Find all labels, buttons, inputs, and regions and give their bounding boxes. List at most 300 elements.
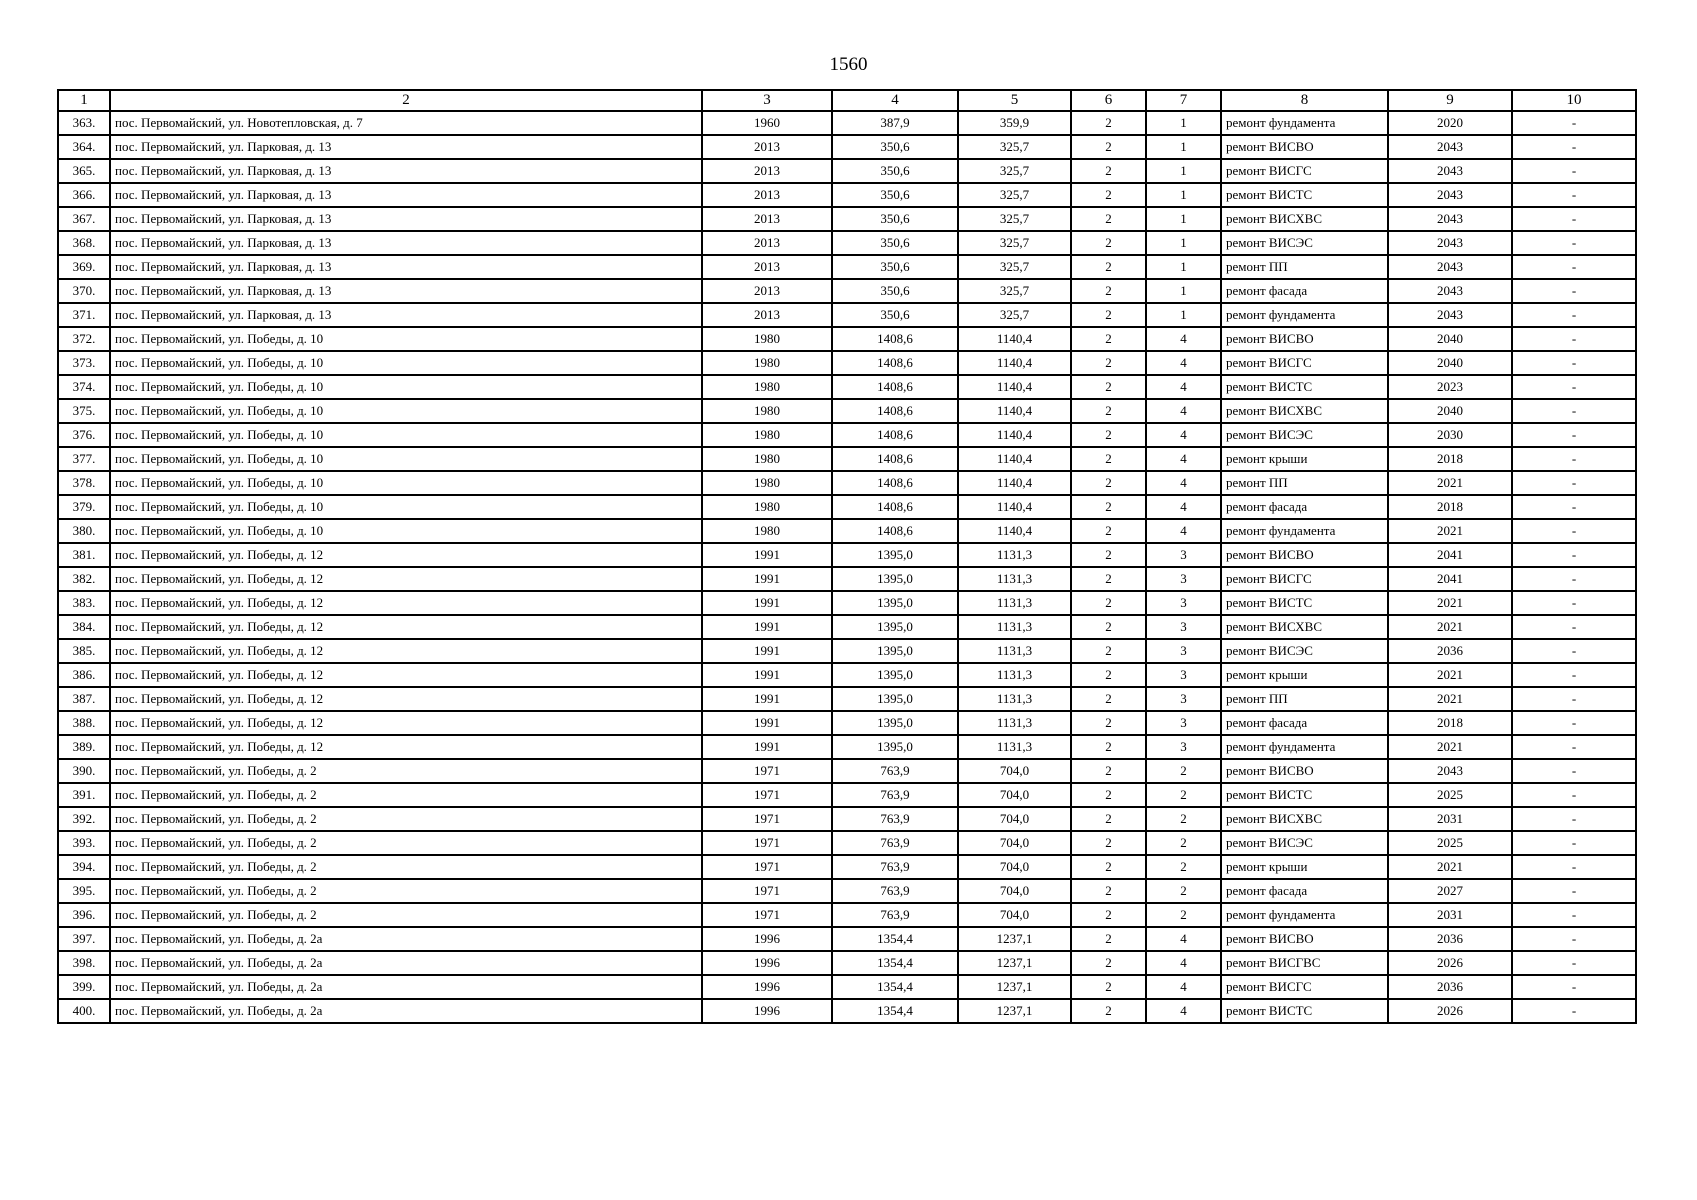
floors-cell: 2	[1071, 591, 1146, 615]
table-row	[58, 831, 1636, 855]
living-area-cell: 325,7	[958, 135, 1071, 159]
total-area-cell: 350,6	[832, 231, 958, 255]
note-cell: -	[1512, 135, 1636, 159]
planned-year-cell: 2036	[1388, 639, 1512, 663]
total-area-cell: 1408,6	[832, 423, 958, 447]
living-area-cell: 1131,3	[958, 663, 1071, 687]
living-area-cell: 325,7	[958, 207, 1071, 231]
year-cell: 1991	[702, 687, 832, 711]
entrances-cell: 3	[1146, 711, 1221, 735]
planned-year-cell: 2025	[1388, 783, 1512, 807]
entrances-cell: 4	[1146, 975, 1221, 999]
year-cell: 1980	[702, 375, 832, 399]
table-row	[58, 687, 1636, 711]
total-area-cell: 1395,0	[832, 543, 958, 567]
address-cell: пос. Первомайский, ул. Победы, д. 12	[110, 687, 702, 711]
address-cell: пос. Первомайский, ул. Парковая, д. 13	[110, 135, 702, 159]
planned-year-cell: 2040	[1388, 351, 1512, 375]
year-cell: 1980	[702, 471, 832, 495]
planned-year-cell: 2021	[1388, 519, 1512, 543]
year-cell: 1971	[702, 783, 832, 807]
year-cell: 2013	[702, 207, 832, 231]
entrances-cell: 4	[1146, 423, 1221, 447]
entrances-cell: 1	[1146, 111, 1221, 135]
note-cell: -	[1512, 183, 1636, 207]
note-cell: -	[1512, 687, 1636, 711]
note-cell: -	[1512, 207, 1636, 231]
work-type-cell: ремонт ВИСТС	[1221, 375, 1388, 399]
note-cell: -	[1512, 495, 1636, 519]
note-cell: -	[1512, 615, 1636, 639]
work-type-cell: ремонт ВИСХВС	[1221, 807, 1388, 831]
planned-year-cell: 2027	[1388, 879, 1512, 903]
row-number-cell: 395.	[58, 879, 110, 903]
address-cell: пос. Первомайский, ул. Победы, д. 2	[110, 783, 702, 807]
work-type-cell: ремонт ВИСЭС	[1221, 423, 1388, 447]
row-number-cell: 373.	[58, 351, 110, 375]
row-number-cell: 380.	[58, 519, 110, 543]
work-type-cell: ремонт фасада	[1221, 495, 1388, 519]
row-number-cell: 374.	[58, 375, 110, 399]
row-number-cell: 368.	[58, 231, 110, 255]
living-area-cell: 1131,3	[958, 591, 1071, 615]
table-row	[58, 447, 1636, 471]
entrances-cell: 1	[1146, 135, 1221, 159]
note-cell: -	[1512, 903, 1636, 927]
living-area-cell: 1131,3	[958, 615, 1071, 639]
work-type-cell: ремонт крыши	[1221, 447, 1388, 471]
total-area-cell: 350,6	[832, 255, 958, 279]
address-cell: пос. Первомайский, ул. Победы, д. 10	[110, 471, 702, 495]
address-cell: пос. Первомайский, ул. Победы, д. 12	[110, 663, 702, 687]
address-cell: пос. Первомайский, ул. Победы, д. 2	[110, 807, 702, 831]
year-cell: 2013	[702, 183, 832, 207]
planned-year-cell: 2021	[1388, 615, 1512, 639]
table-row	[58, 639, 1636, 663]
note-cell: -	[1512, 999, 1636, 1023]
total-area-cell: 1408,6	[832, 327, 958, 351]
living-area-cell: 1237,1	[958, 999, 1071, 1023]
floors-cell: 2	[1071, 807, 1146, 831]
row-number-cell: 372.	[58, 327, 110, 351]
floors-cell: 2	[1071, 855, 1146, 879]
entrances-cell: 2	[1146, 879, 1221, 903]
table-row	[58, 711, 1636, 735]
planned-year-cell: 2021	[1388, 663, 1512, 687]
note-cell: -	[1512, 255, 1636, 279]
entrances-cell: 3	[1146, 615, 1221, 639]
work-type-cell: ремонт ВИСВО	[1221, 543, 1388, 567]
note-cell: -	[1512, 927, 1636, 951]
work-type-cell: ремонт фасада	[1221, 279, 1388, 303]
work-type-cell: ремонт фундамента	[1221, 303, 1388, 327]
note-cell: -	[1512, 111, 1636, 135]
note-cell: -	[1512, 399, 1636, 423]
note-cell: -	[1512, 711, 1636, 735]
floors-cell: 2	[1071, 999, 1146, 1023]
column-header: 2	[110, 90, 702, 111]
planned-year-cell: 2043	[1388, 759, 1512, 783]
year-cell: 1996	[702, 975, 832, 999]
living-area-cell: 1131,3	[958, 639, 1071, 663]
floors-cell: 2	[1071, 735, 1146, 759]
planned-year-cell: 2036	[1388, 927, 1512, 951]
column-header: 6	[1071, 90, 1146, 111]
address-cell: пос. Первомайский, ул. Победы, д. 10	[110, 399, 702, 423]
row-number-cell: 397.	[58, 927, 110, 951]
living-area-cell: 704,0	[958, 759, 1071, 783]
address-cell: пос. Первомайский, ул. Победы, д. 12	[110, 567, 702, 591]
planned-year-cell: 2023	[1388, 375, 1512, 399]
row-number-cell: 385.	[58, 639, 110, 663]
year-cell: 1980	[702, 327, 832, 351]
note-cell: -	[1512, 975, 1636, 999]
total-area-cell: 1408,6	[832, 351, 958, 375]
planned-year-cell: 2041	[1388, 567, 1512, 591]
living-area-cell: 325,7	[958, 255, 1071, 279]
note-cell: -	[1512, 279, 1636, 303]
total-area-cell: 1395,0	[832, 567, 958, 591]
work-type-cell: ремонт крыши	[1221, 855, 1388, 879]
entrances-cell: 3	[1146, 639, 1221, 663]
total-area-cell: 1395,0	[832, 591, 958, 615]
address-cell: пос. Первомайский, ул. Победы, д. 2	[110, 759, 702, 783]
address-cell: пос. Первомайский, ул. Победы, д. 12	[110, 639, 702, 663]
note-cell: -	[1512, 519, 1636, 543]
year-cell: 2013	[702, 255, 832, 279]
table-row	[58, 375, 1636, 399]
living-area-cell: 1140,4	[958, 471, 1071, 495]
address-cell: пос. Первомайский, ул. Победы, д. 2а	[110, 975, 702, 999]
work-type-cell: ремонт ВИСГС	[1221, 351, 1388, 375]
table-body	[58, 111, 1636, 1023]
planned-year-cell: 2018	[1388, 447, 1512, 471]
note-cell: -	[1512, 543, 1636, 567]
row-number-cell: 377.	[58, 447, 110, 471]
floors-cell: 2	[1071, 687, 1146, 711]
floors-cell: 2	[1071, 951, 1146, 975]
work-type-cell: ремонт фундамента	[1221, 903, 1388, 927]
floors-cell: 2	[1071, 759, 1146, 783]
living-area-cell: 704,0	[958, 879, 1071, 903]
floors-cell: 2	[1071, 615, 1146, 639]
living-area-cell: 1237,1	[958, 975, 1071, 999]
total-area-cell: 1395,0	[832, 711, 958, 735]
table-row	[58, 111, 1636, 135]
year-cell: 1980	[702, 447, 832, 471]
floors-cell: 2	[1071, 639, 1146, 663]
living-area-cell: 704,0	[958, 903, 1071, 927]
row-number-cell: 367.	[58, 207, 110, 231]
floors-cell: 2	[1071, 663, 1146, 687]
row-number-cell: 390.	[58, 759, 110, 783]
year-cell: 1980	[702, 351, 832, 375]
work-type-cell: ремонт ВИСХВС	[1221, 207, 1388, 231]
entrances-cell: 3	[1146, 687, 1221, 711]
table-row	[58, 903, 1636, 927]
year-cell: 1980	[702, 519, 832, 543]
address-cell: пос. Первомайский, ул. Победы, д. 2а	[110, 927, 702, 951]
address-cell: пос. Первомайский, ул. Победы, д. 2	[110, 831, 702, 855]
planned-year-cell: 2020	[1388, 111, 1512, 135]
row-number-cell: 400.	[58, 999, 110, 1023]
floors-cell: 2	[1071, 135, 1146, 159]
table-row	[58, 303, 1636, 327]
planned-year-cell: 2040	[1388, 399, 1512, 423]
total-area-cell: 1395,0	[832, 615, 958, 639]
year-cell: 1971	[702, 879, 832, 903]
year-cell: 1991	[702, 735, 832, 759]
address-cell: пос. Первомайский, ул. Победы, д. 12	[110, 591, 702, 615]
note-cell: -	[1512, 879, 1636, 903]
table-row	[58, 999, 1636, 1023]
address-cell: пос. Первомайский, ул. Победы, д. 10	[110, 519, 702, 543]
address-cell: пос. Первомайский, ул. Победы, д. 10	[110, 327, 702, 351]
living-area-cell: 325,7	[958, 183, 1071, 207]
planned-year-cell: 2043	[1388, 279, 1512, 303]
total-area-cell: 1408,6	[832, 399, 958, 423]
year-cell: 2013	[702, 135, 832, 159]
living-area-cell: 1131,3	[958, 543, 1071, 567]
floors-cell: 2	[1071, 519, 1146, 543]
address-cell: пос. Первомайский, ул. Победы, д. 12	[110, 711, 702, 735]
work-type-cell: ремонт ВИСТС	[1221, 783, 1388, 807]
table-row	[58, 951, 1636, 975]
living-area-cell: 1140,4	[958, 423, 1071, 447]
entrances-cell: 3	[1146, 543, 1221, 567]
note-cell: -	[1512, 327, 1636, 351]
table-row	[58, 759, 1636, 783]
row-number-cell: 393.	[58, 831, 110, 855]
living-area-cell: 359,9	[958, 111, 1071, 135]
table-row	[58, 591, 1636, 615]
table-row	[58, 783, 1636, 807]
table-row	[58, 255, 1636, 279]
work-type-cell: ремонт ВИСТС	[1221, 999, 1388, 1023]
entrances-cell: 3	[1146, 567, 1221, 591]
year-cell: 1971	[702, 831, 832, 855]
total-area-cell: 763,9	[832, 807, 958, 831]
note-cell: -	[1512, 831, 1636, 855]
year-cell: 1980	[702, 399, 832, 423]
total-area-cell: 1395,0	[832, 663, 958, 687]
planned-year-cell: 2018	[1388, 711, 1512, 735]
planned-year-cell: 2043	[1388, 231, 1512, 255]
note-cell: -	[1512, 855, 1636, 879]
work-type-cell: ремонт ВИСВО	[1221, 327, 1388, 351]
floors-cell: 2	[1071, 351, 1146, 375]
work-type-cell: ремонт ПП	[1221, 687, 1388, 711]
total-area-cell: 350,6	[832, 135, 958, 159]
column-header: 9	[1388, 90, 1512, 111]
planned-year-cell: 2043	[1388, 255, 1512, 279]
table-row	[58, 351, 1636, 375]
column-header: 3	[702, 90, 832, 111]
work-type-cell: ремонт ВИСЭС	[1221, 231, 1388, 255]
table-row	[58, 879, 1636, 903]
row-number-cell: 376.	[58, 423, 110, 447]
work-type-cell: ремонт ВИСТС	[1221, 591, 1388, 615]
entrances-cell: 1	[1146, 279, 1221, 303]
entrances-cell: 4	[1146, 327, 1221, 351]
planned-year-cell: 2043	[1388, 183, 1512, 207]
address-cell: пос. Первомайский, ул. Парковая, д. 13	[110, 207, 702, 231]
living-area-cell: 1140,4	[958, 447, 1071, 471]
living-area-cell: 1237,1	[958, 927, 1071, 951]
note-cell: -	[1512, 735, 1636, 759]
work-type-cell: ремонт ПП	[1221, 471, 1388, 495]
note-cell: -	[1512, 159, 1636, 183]
year-cell: 1971	[702, 807, 832, 831]
floors-cell: 2	[1071, 399, 1146, 423]
planned-year-cell: 2030	[1388, 423, 1512, 447]
work-type-cell: ремонт ВИСЭС	[1221, 639, 1388, 663]
table-row	[58, 735, 1636, 759]
floors-cell: 2	[1071, 255, 1146, 279]
floors-cell: 2	[1071, 783, 1146, 807]
row-number-cell: 381.	[58, 543, 110, 567]
year-cell: 1996	[702, 999, 832, 1023]
table-row	[58, 927, 1636, 951]
row-number-cell: 369.	[58, 255, 110, 279]
planned-year-cell: 2036	[1388, 975, 1512, 999]
work-type-cell: ремонт ВИСХВС	[1221, 615, 1388, 639]
entrances-cell: 2	[1146, 783, 1221, 807]
table-row	[58, 975, 1636, 999]
total-area-cell: 1395,0	[832, 687, 958, 711]
work-type-cell: ремонт ВИСГС	[1221, 159, 1388, 183]
entrances-cell: 4	[1146, 375, 1221, 399]
year-cell: 1991	[702, 567, 832, 591]
table-row	[58, 519, 1636, 543]
row-number-cell: 365.	[58, 159, 110, 183]
floors-cell: 2	[1071, 927, 1146, 951]
entrances-cell: 4	[1146, 447, 1221, 471]
living-area-cell: 1140,4	[958, 351, 1071, 375]
total-area-cell: 1395,0	[832, 639, 958, 663]
living-area-cell: 704,0	[958, 831, 1071, 855]
address-cell: пос. Первомайский, ул. Победы, д. 2а	[110, 999, 702, 1023]
total-area-cell: 350,6	[832, 207, 958, 231]
entrances-cell: 4	[1146, 927, 1221, 951]
floors-cell: 2	[1071, 279, 1146, 303]
row-number-cell: 375.	[58, 399, 110, 423]
total-area-cell: 1354,4	[832, 999, 958, 1023]
work-type-cell: ремонт ПП	[1221, 255, 1388, 279]
note-cell: -	[1512, 591, 1636, 615]
table-row	[58, 663, 1636, 687]
year-cell: 1980	[702, 495, 832, 519]
work-type-cell: ремонт фундамента	[1221, 111, 1388, 135]
address-cell: пос. Первомайский, ул. Парковая, д. 13	[110, 303, 702, 327]
row-number-cell: 382.	[58, 567, 110, 591]
living-area-cell: 325,7	[958, 159, 1071, 183]
planned-year-cell: 2031	[1388, 807, 1512, 831]
address-cell: пос. Первомайский, ул. Парковая, д. 13	[110, 183, 702, 207]
note-cell: -	[1512, 423, 1636, 447]
planned-year-cell: 2025	[1388, 831, 1512, 855]
living-area-cell: 1131,3	[958, 711, 1071, 735]
table-row	[58, 423, 1636, 447]
work-type-cell: ремонт фасада	[1221, 879, 1388, 903]
row-number-cell: 392.	[58, 807, 110, 831]
row-number-cell: 387.	[58, 687, 110, 711]
table-row	[58, 159, 1636, 183]
planned-year-cell: 2043	[1388, 207, 1512, 231]
planned-year-cell: 2021	[1388, 855, 1512, 879]
floors-cell: 2	[1071, 207, 1146, 231]
row-number-cell: 398.	[58, 951, 110, 975]
living-area-cell: 1131,3	[958, 687, 1071, 711]
row-number-cell: 379.	[58, 495, 110, 519]
living-area-cell: 1140,4	[958, 375, 1071, 399]
total-area-cell: 763,9	[832, 831, 958, 855]
entrances-cell: 4	[1146, 495, 1221, 519]
floors-cell: 2	[1071, 423, 1146, 447]
entrances-cell: 1	[1146, 159, 1221, 183]
table-row	[58, 207, 1636, 231]
floors-cell: 2	[1071, 327, 1146, 351]
living-area-cell: 1140,4	[958, 495, 1071, 519]
table-row	[58, 135, 1636, 159]
year-cell: 1991	[702, 615, 832, 639]
note-cell: -	[1512, 783, 1636, 807]
total-area-cell: 350,6	[832, 303, 958, 327]
year-cell: 1960	[702, 111, 832, 135]
entrances-cell: 2	[1146, 855, 1221, 879]
total-area-cell: 1408,6	[832, 447, 958, 471]
table-row	[58, 231, 1636, 255]
table-row	[58, 399, 1636, 423]
total-area-cell: 1408,6	[832, 471, 958, 495]
column-header: 4	[832, 90, 958, 111]
column-header: 7	[1146, 90, 1221, 111]
table-row	[58, 495, 1636, 519]
row-number-cell: 363.	[58, 111, 110, 135]
note-cell: -	[1512, 951, 1636, 975]
floors-cell: 2	[1071, 111, 1146, 135]
living-area-cell: 325,7	[958, 303, 1071, 327]
page-number: 1560	[829, 54, 868, 75]
total-area-cell: 1354,4	[832, 951, 958, 975]
total-area-cell: 350,6	[832, 279, 958, 303]
year-cell: 1991	[702, 663, 832, 687]
entrances-cell: 3	[1146, 735, 1221, 759]
address-cell: пос. Первомайский, ул. Победы, д. 2	[110, 879, 702, 903]
floors-cell: 2	[1071, 231, 1146, 255]
work-type-cell: ремонт ВИСГВС	[1221, 951, 1388, 975]
living-area-cell: 325,7	[958, 231, 1071, 255]
entrances-cell: 4	[1146, 951, 1221, 975]
total-area-cell: 1395,0	[832, 735, 958, 759]
planned-year-cell: 2041	[1388, 543, 1512, 567]
table-row	[58, 183, 1636, 207]
year-cell: 1996	[702, 927, 832, 951]
year-cell: 1996	[702, 951, 832, 975]
year-cell: 1991	[702, 591, 832, 615]
planned-year-cell: 2018	[1388, 495, 1512, 519]
floors-cell: 2	[1071, 159, 1146, 183]
row-number-cell: 391.	[58, 783, 110, 807]
year-cell: 1991	[702, 711, 832, 735]
entrances-cell: 2	[1146, 831, 1221, 855]
entrances-cell: 2	[1146, 807, 1221, 831]
floors-cell: 2	[1071, 447, 1146, 471]
row-number-cell: 394.	[58, 855, 110, 879]
row-number-cell: 366.	[58, 183, 110, 207]
work-type-cell: ремонт ВИСВО	[1221, 759, 1388, 783]
column-header: 1	[58, 90, 110, 111]
